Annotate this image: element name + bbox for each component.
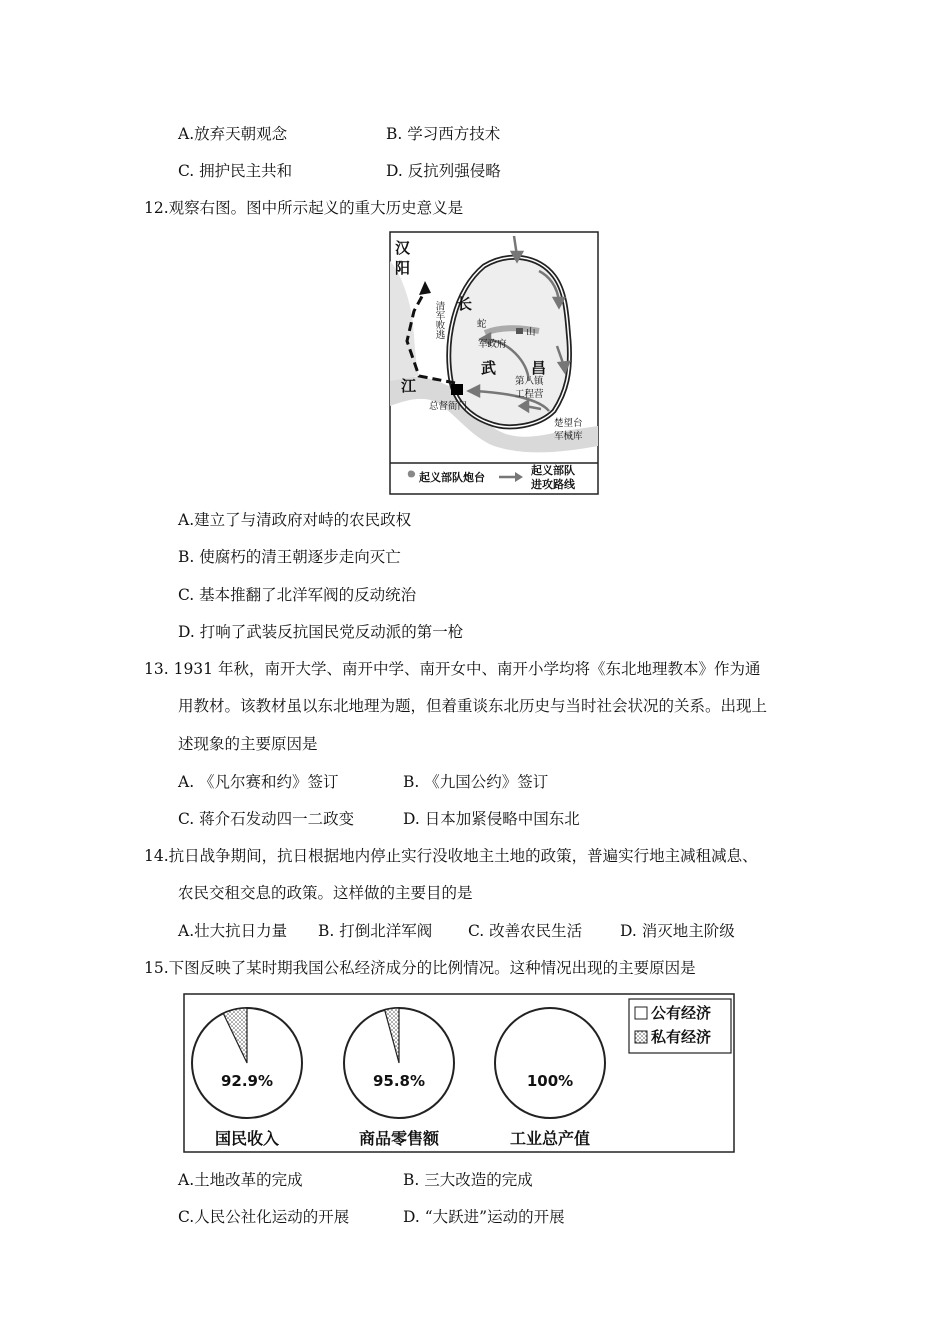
pie-value-label-1: 95.8% — [372, 1072, 426, 1090]
economy-pie-charts — [183, 993, 735, 1153]
q15-option-b: B. 三大改造的完成 — [403, 1171, 533, 1189]
map-label-chuwangtai-1: 楚望台 — [554, 418, 583, 429]
q11-option-b: B. 学习西方技术 — [386, 125, 501, 143]
q13-option-b: B. 《九国公约》签订 — [403, 773, 549, 791]
q14-stem-line-2: 农民交租交息的政策。这样做的主要目的是 — [178, 884, 473, 902]
pie-value-label-2: 100% — [526, 1072, 574, 1090]
q12-option-b: B. 使腐朽的清王朝逐步走向灭亡 — [178, 548, 401, 566]
wuchang-uprising-map — [389, 231, 599, 495]
map-label-qing-army: 清军败逃 — [433, 301, 445, 339]
legend-public: 公有经济 — [651, 1004, 712, 1022]
q12-stem: 12.观察右图。图中所示起义的重大历史意义是 — [144, 199, 464, 217]
q12-option-a: A.建立了与清政府对峙的农民政权 — [178, 511, 412, 529]
map-legend-battery: 起义部队炮台 — [419, 471, 485, 484]
pie-value-label-0: 92.9% — [220, 1072, 274, 1090]
q11-option-c: C. 拥护民主共和 — [178, 162, 293, 180]
pie-category-label-0: 国民收入 — [214, 1129, 280, 1148]
map-legend-route-1: 起义部队 — [531, 464, 575, 477]
q13-stem-line-2: 用教材。该教材虽以东北地理为题，但着重谈东北历史与当时社会状况的关系。出现上 — [178, 697, 768, 715]
map-label-chuwangtai-2: 军械库 — [554, 431, 583, 442]
q14-option-d: D. 消灭地主阶级 — [620, 922, 735, 940]
q13-option-a: A. 《凡尔赛和约》签订 — [178, 773, 339, 791]
map-label-yang: 阳 — [395, 259, 411, 277]
pie-public-slice-2 — [495, 1008, 605, 1118]
map-label-governor: 总督衙门 — [429, 401, 468, 412]
map-label-military-gov: 军政府 — [478, 339, 507, 350]
q15-stem: 15.下图反映了某时期我国公私经济成分的比例情况。这种情况出现的主要原因是 — [144, 959, 696, 977]
q12-option-d: D. 打响了武装反抗国民党反动派的第一枪 — [178, 623, 464, 641]
q11-option-d: D. 反抗列强侵略 — [386, 162, 501, 180]
q13-stem-line-1: 13. 1931 年秋，南开大学、南开中学、南开女中、南开小学均将《东北地理教本》作为通 — [144, 660, 761, 678]
q14-option-c: C. 改善农民生活 — [468, 922, 583, 940]
map-label-han: 汉 — [395, 239, 411, 257]
q15-option-a: A.土地改革的完成 — [178, 1171, 303, 1189]
q12-option-c: C. 基本推翻了北洋军阀的反动统治 — [178, 586, 417, 604]
q15-option-c: C.人民公社化运动的开展 — [178, 1208, 350, 1226]
q13-option-d: D. 日本加紧侵略中国东北 — [403, 810, 580, 828]
q13-option-c: C. 蒋介石发动四一二政变 — [178, 810, 355, 828]
map-label-shan: 山 — [526, 327, 536, 338]
q14-option-b: B. 打倒北洋军阀 — [318, 922, 433, 940]
pie-category-label-2: 工业总产值 — [509, 1129, 591, 1148]
q14-stem-line-1: 14.抗日战争期间，抗日根据地内停止实行没收地主土地的政策，普遍实行地主减租减息、 — [144, 847, 758, 865]
map-label-changcity: 昌 — [531, 359, 547, 377]
q13-stem-line-3: 述现象的主要原因是 — [178, 735, 318, 753]
q14-option-a: A.壮大抗日力量 — [178, 922, 288, 940]
q11-option-a: A.放弃天朝观念 — [178, 125, 288, 143]
legend-swatch-private — [635, 1031, 647, 1043]
map-label-she: 蛇 — [477, 319, 487, 330]
q15-option-d: D. “大跃进”运动的开展 — [403, 1208, 565, 1226]
pie-category-label-1: 商品零售额 — [358, 1129, 440, 1148]
map-legend-route-2: 进攻路线 — [531, 478, 575, 491]
map-label-jiang: 江 — [401, 377, 417, 395]
legend-private: 私有经济 — [651, 1028, 712, 1046]
map-label-eighth-2: 工程营 — [515, 389, 544, 400]
map-label-wu: 武 — [481, 359, 497, 377]
legend-swatch-public — [635, 1007, 647, 1019]
map-label-chang: 长 — [457, 295, 473, 313]
map-label-eighth-1: 第八镇 — [515, 376, 544, 387]
